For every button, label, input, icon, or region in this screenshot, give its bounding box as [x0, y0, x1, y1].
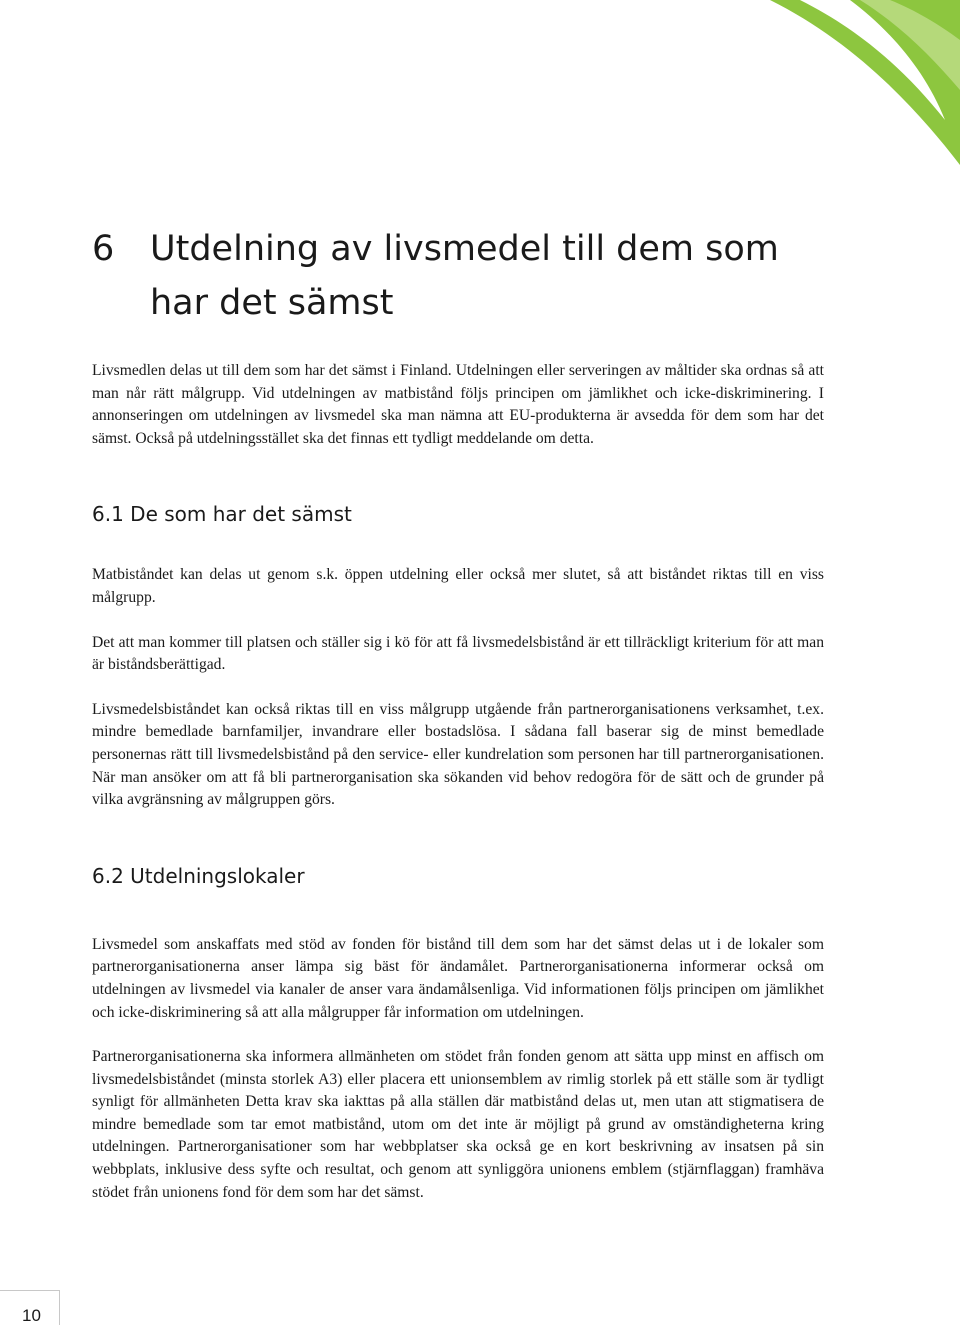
section-6-1-paragraph: Det att man kommer till platsen och ställer sig i kö för att få livsmedelsbistånd är ett tillräckligt kriterium för att man är biståndsberättigad.	[92, 633, 824, 674]
section-heading-6-1: 6.1 De som har det sämst	[92, 502, 352, 527]
section-6-2-paragraph: Livsmedel som anskaffats med stöd av fonden för bistånd till dem som har det sämst delas ut i de lokaler som partnerorganisationerna anser lämpa sig bäst för ändamålet. Partnerorganisationerna informerar också om utdelningen av livsmedel via kanaler de anser vara ändamålsenliga. Vid informationen följs principen om jämlikhet och icke-diskriminering så att alla målgrupper får information om utdelningen.	[92, 935, 824, 1021]
page-number: 10	[22, 1306, 41, 1325]
section-heading-6-2: 6.2 Utdelningslokaler	[92, 863, 305, 888]
page-content	[92, 222, 824, 1226]
leaf-decoration	[0, 0, 960, 170]
chapter-title: Utdelning av livsmedel till dem som har det sämst	[150, 229, 779, 323]
section-6-1-paragraph: Matbiståndet kan delas ut genom s.k. öppen utdelning eller också mer slutet, så att biståndet riktas till en viss målgrupp.	[92, 566, 824, 606]
section-6-2-paragraph: Partnerorganisationerna ska informera allmänheten om stödet från fonden genom att sätta upp minst en affisch om livsmedelsbiståndet (minsta storlek A3) eller placera ett unionsemblem av rimlig storlek på ett ställe som är tydligt synligt för allmänheten Detta krav ska iakttas på alla ställen där matbistånd delas ut, men utan att stigmatisera de mindre bemedlade som tar emot matbistånd, utom om det inte är möjligt på grund av omständigheterna kring utdelningen. Partnerorganisationer som har webbplatser ska också ge en kort beskrivning av insatsen på sin webbplats, inklusive dess syfte och resultat, och genom att synliggöra unionens emblem (stjärnflaggan) framhäva stödet från unionens fond för dem som har det sämst.	[92, 1048, 824, 1201]
intro-paragraph: Livsmedlen delas ut till dem som har det sämst i Finland. Utdelningen eller serveringen av måltider ska ordnas så att man når rätt målgrupp. Vid utdelningen av matbistånd följs principen om jämlikhet och icke-diskriminering. I annonseringen om utdelningen av livsmedel ska man nämna att EU-produkterna är avsedda för dem som har det sämst. Också på utdelningsstället ska det finnas ett tydligt meddelande om detta.	[92, 362, 824, 447]
section-6-1-paragraph: Livsmedelsbiståndet kan också riktas till en viss målgrupp utgående från partnerorganisationens verksamhet, t.ex. mindre bemedlade barnfamiljer, invandrare eller bostadslösa. I sådana fall baserar sig de minst bemedlade personernas rätt till livsmedelsbistånd på den service- eller kundrelation som personen har till partnerorganisationen. När man ansöker om att få bli partnerorganisation ska sökanden vid behov redogöra för de sätt och de grunder på vilka avgränsning av målgruppen görs.	[92, 700, 824, 809]
chapter-heading	[92, 222, 824, 330]
chapter-number: 6	[92, 229, 115, 269]
